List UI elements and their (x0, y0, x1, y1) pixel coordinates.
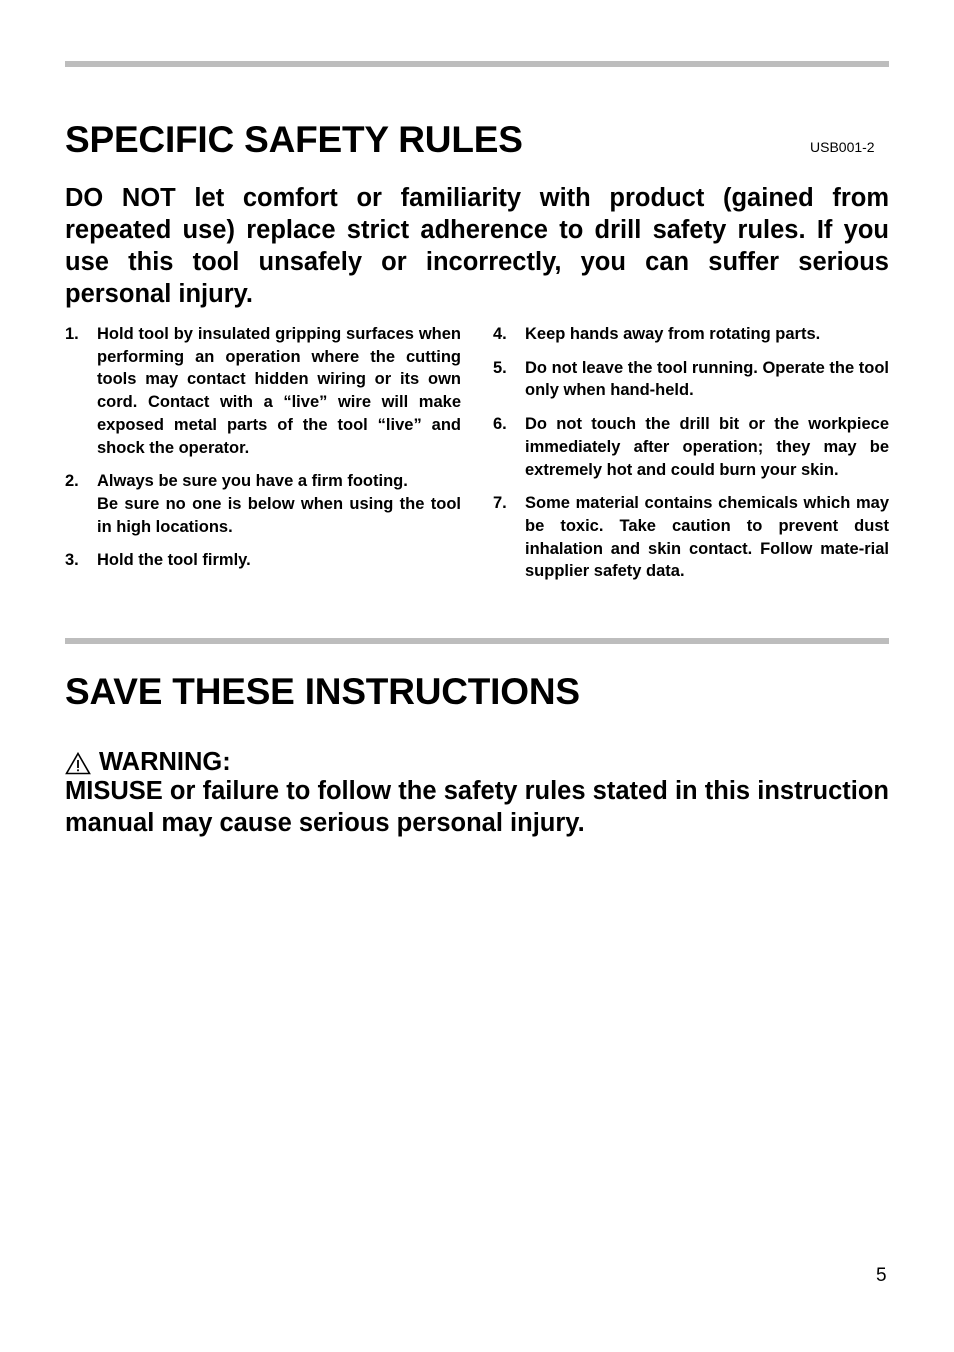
rule-text: Hold tool by insulated gripping surfaces when performing an operation where the cutting tools may contact hidden wiring or its own cord. Contact with a “live” wire will make exposed metal parts of the tool “live” and shock the operator. (97, 325, 461, 457)
rule-number: 2. (65, 472, 79, 491)
rule-item-6 (493, 413, 889, 481)
rule-item-5 (493, 357, 889, 402)
rule-item-4 (493, 323, 889, 346)
rule-item-3 (65, 549, 461, 572)
rule-text: Do not leave the tool running. Operate the tool only when hand-held. (525, 358, 889, 400)
rule-number: 5. (493, 358, 507, 377)
rules-list-right (493, 323, 889, 594)
rule-text: Keep hands away from rotating parts. (525, 325, 821, 343)
warning-text: MISUSE or failure to follow the safety rules stated in this instruction manual may cause serious personal injury. (65, 777, 889, 837)
document-code: USB001-2 (810, 139, 875, 155)
warning-triangle-icon (65, 752, 91, 775)
rule-number: 7. (493, 494, 507, 513)
rule-text: Some material contains chemicals which may be toxic. Take caution to prevent dust inhalation and skin contact. Follow mate-rial supplier safety data. (525, 494, 889, 581)
rule-number: 6. (493, 415, 507, 434)
section-title-specific-safety-rules: SPECIFIC SAFETY RULES (65, 119, 523, 160)
rule-number: 1. (65, 325, 79, 343)
rule-text-line-1: Always be sure you have a firm footing. (97, 472, 408, 491)
warning-heading (65, 746, 231, 778)
section-title-save-instructions: SAVE THESE INSTRUCTIONS (65, 671, 580, 712)
rule-number: 3. (65, 551, 79, 570)
rule-text-line-2: Be sure no one is below when using the tool in high locations. (97, 494, 461, 536)
lead-paragraph: DO NOT let comfort or familiarity with product (gained from repeated use) replace strict adherence to drill safety rules. If you use this tool unsafely or incorrectly, you can suffer serious personal injury. (65, 184, 889, 308)
rule-item-1 (65, 323, 461, 459)
rule-number: 4. (493, 325, 507, 343)
page-number: 5 (876, 1265, 887, 1286)
rule-text: Hold the tool firmly. (97, 551, 251, 570)
rule-text: Do not touch the drill bit or the workpiece immediately after operation; they may be extremely hot and could burn your skin. (525, 415, 889, 479)
rules-list-left (65, 323, 461, 583)
rule-item-2 (65, 470, 461, 538)
middle-divider (65, 638, 889, 644)
warning-label: WARNING: (99, 748, 231, 776)
top-divider (65, 61, 889, 67)
rule-item-7 (493, 492, 889, 583)
